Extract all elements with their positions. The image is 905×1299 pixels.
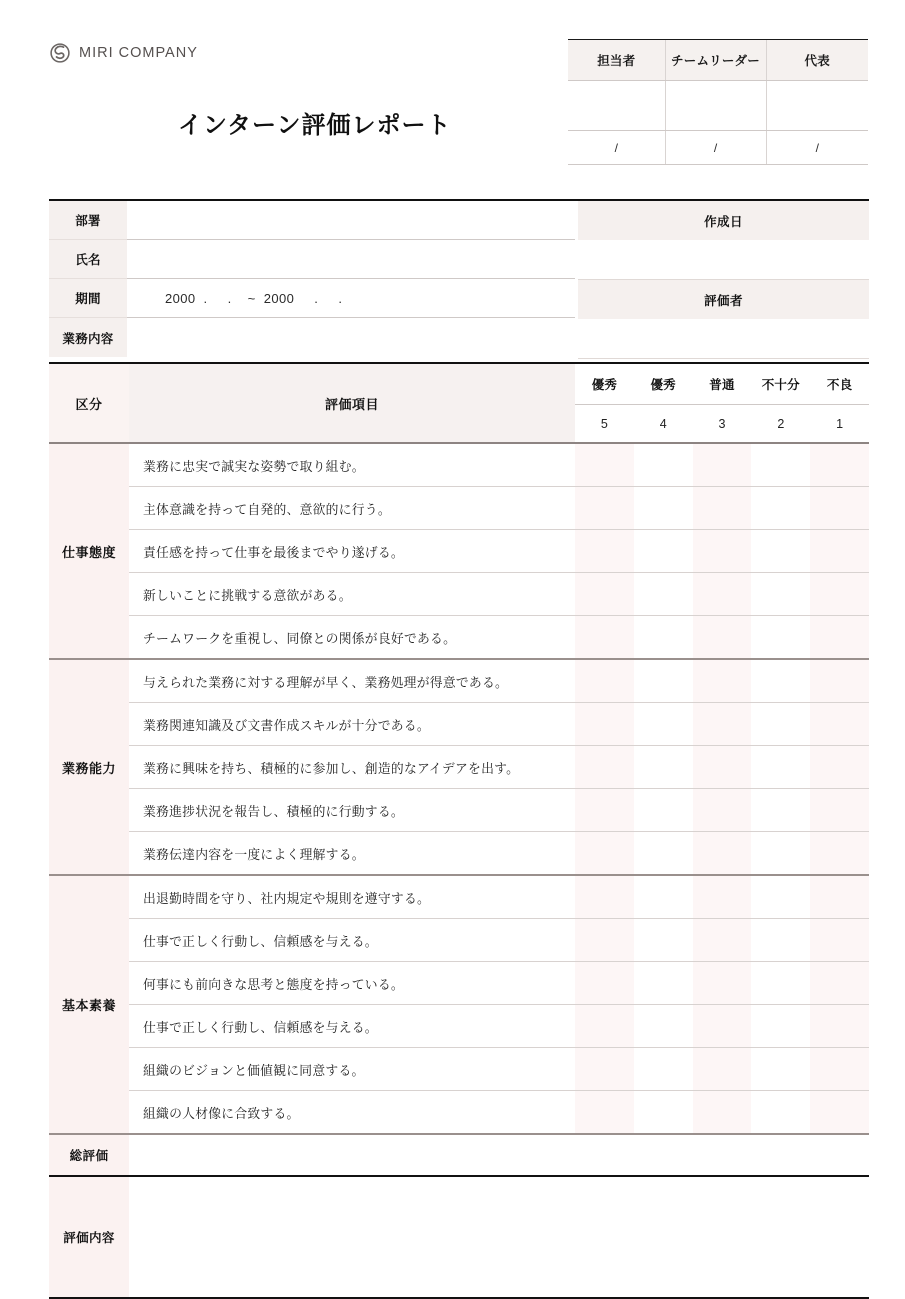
score-cell-5[interactable] [575,1091,634,1135]
label-created-date: 作成日 [578,201,869,240]
score-cell-1[interactable] [810,962,869,1005]
brand-name: MIRI COMPANY [79,45,198,61]
score-cell-3[interactable] [693,1091,752,1135]
score-cell-4[interactable] [634,746,693,789]
score-cell-3[interactable] [693,659,752,703]
score-cell-3[interactable] [693,487,752,530]
score-cell-5[interactable] [575,487,634,530]
score-cell-1[interactable] [810,659,869,703]
evaluation-item-text: 何事にも前向きな思考と態度を持っている。 [129,962,575,1005]
score-cell-4[interactable] [634,919,693,962]
evaluation-item-text: 組織の人材像に合致する。 [129,1091,575,1135]
score-cell-4[interactable] [634,1091,693,1135]
header-score-3: 3 [693,405,752,444]
score-cell-3[interactable] [693,875,752,919]
page-title: インターン評価レポート [178,112,452,139]
score-cell-4[interactable] [634,875,693,919]
evaluation-row [49,789,869,832]
evaluation-item-text: チームワークを重視し、同僚との関係が良好である。 [129,616,575,660]
score-cell-5[interactable] [575,962,634,1005]
input-overall-evaluation[interactable] [129,1135,869,1175]
category-label: 仕事態度 [49,443,129,659]
evaluation-content-row [49,1177,869,1299]
swirl-logo-icon [49,42,71,64]
score-cell-4[interactable] [634,573,693,616]
score-cell-5[interactable] [575,746,634,789]
score-cell-1[interactable] [810,875,869,919]
score-cell-5[interactable] [575,875,634,919]
score-cell-3[interactable] [693,703,752,746]
evaluation-row [49,1091,869,1135]
evaluation-row [49,703,869,746]
header-score-1: 1 [810,405,869,444]
score-cell-4[interactable] [634,962,693,1005]
evaluation-row [49,746,869,789]
evaluation-item-text: 与えられた業務に対する理解が早く、業務処理が得意である。 [129,659,575,703]
approval-signature-row [568,81,868,131]
evaluation-row [49,487,869,530]
info-right-column [578,201,869,357]
document-header [0,0,905,190]
overall-evaluation-row [49,1135,869,1177]
score-cell-2[interactable] [751,832,810,876]
input-evaluation-content[interactable] [129,1177,869,1297]
score-cell-2[interactable] [751,659,810,703]
evaluation-header-scale-row [49,364,869,405]
header-scale-excellent-5: 優秀 [575,364,634,405]
score-cell-2[interactable] [751,789,810,832]
approval-signature-rep[interactable] [766,81,868,131]
score-cell-2[interactable] [751,1005,810,1048]
header-scale-insufficient-2: 不十分 [751,364,810,405]
score-cell-3[interactable] [693,530,752,573]
evaluation-row [49,919,869,962]
approval-date-rep[interactable]: / [766,131,868,165]
score-cell-4[interactable] [634,1048,693,1091]
evaluation-row [49,962,869,1005]
evaluation-row [49,1005,869,1048]
evaluation-row [49,875,869,919]
summary-block [49,1135,869,1299]
score-cell-5[interactable] [575,703,634,746]
score-cell-5[interactable] [575,659,634,703]
evaluation-item-text: 業務進捗状況を報告し、積極的に行動する。 [129,789,575,832]
approval-signature-leader[interactable] [665,81,766,131]
score-cell-4[interactable] [634,530,693,573]
score-cell-1[interactable] [810,789,869,832]
field-row-duties [49,318,575,357]
label-name: 氏名 [49,240,127,279]
label-overall-evaluation: 総評価 [49,1135,129,1175]
score-cell-5[interactable] [575,832,634,876]
evaluation-row [49,659,869,703]
evaluation-item-text: 出退勤時間を守り、社内規定や規則を遵守する。 [129,875,575,919]
approval-col-rep: 代表 [766,40,868,81]
basic-information-block [49,199,869,357]
field-row-period [49,279,575,318]
header-score-5: 5 [575,405,634,444]
label-period: 期間 [49,279,127,318]
header-score-2: 2 [751,405,810,444]
score-cell-3[interactable] [693,832,752,876]
score-cell-1[interactable] [810,832,869,876]
score-cell-1[interactable] [810,746,869,789]
score-cell-1[interactable] [810,487,869,530]
score-cell-5[interactable] [575,530,634,573]
score-cell-3[interactable] [693,616,752,660]
score-cell-4[interactable] [634,832,693,876]
score-cell-2[interactable] [751,703,810,746]
score-cell-2[interactable] [751,616,810,660]
evaluation-item-text: 組織のビジョンと価値観に同意する。 [129,1048,575,1091]
score-cell-2[interactable] [751,530,810,573]
category-label: 業務能力 [49,659,129,875]
score-cell-3[interactable] [693,573,752,616]
score-cell-1[interactable] [810,1048,869,1091]
score-cell-5[interactable] [575,789,634,832]
input-evaluator[interactable] [578,319,869,359]
score-cell-4[interactable] [634,789,693,832]
score-cell-2[interactable] [751,919,810,962]
score-cell-5[interactable] [575,573,634,616]
score-cell-5[interactable] [575,616,634,660]
score-cell-1[interactable] [810,1091,869,1135]
score-cell-3[interactable] [693,962,752,1005]
input-period[interactable] [127,279,575,318]
score-cell-2[interactable] [751,443,810,487]
evaluation-item-text: 業務伝達内容を一度によく理解する。 [129,832,575,876]
input-department[interactable] [127,201,575,240]
input-name[interactable] [127,240,575,279]
score-cell-4[interactable] [634,616,693,660]
evaluation-row [49,573,869,616]
evaluation-row [49,443,869,487]
period-value-text: 2000 . . ~ 2000 . . [165,290,343,306]
approval-signature-staff[interactable] [568,81,665,131]
header-scale-average-3: 普通 [693,364,752,405]
approval-col-staff: 担当者 [568,40,665,81]
evaluation-item-text: 業務関連知識及び文書作成スキルが十分である。 [129,703,575,746]
approval-date-row [568,131,868,165]
score-cell-1[interactable] [810,530,869,573]
approval-header-row [568,40,868,81]
score-cell-5[interactable] [575,1048,634,1091]
approval-date-leader[interactable]: / [665,131,766,165]
header-score-4: 4 [634,405,693,444]
evaluation-row [49,530,869,573]
score-cell-2[interactable] [751,875,810,919]
evaluation-item-text: 仕事で正しく行動し、信頼感を与える。 [129,1005,575,1048]
evaluation-row [49,616,869,660]
label-evaluator: 評価者 [578,280,869,319]
label-department: 部署 [49,201,127,240]
score-cell-4[interactable] [634,487,693,530]
evaluation-item-text: 仕事で正しく行動し、信頼感を与える。 [129,919,575,962]
score-cell-2[interactable] [751,1091,810,1135]
input-duties[interactable] [127,318,575,357]
approval-signature-table [568,39,868,165]
evaluation-item-text: 主体意識を持って自発的、意欲的に行う。 [129,487,575,530]
score-cell-1[interactable] [810,616,869,660]
evaluation-item-text: 新しいことに挑戦する意欲がある。 [129,573,575,616]
score-cell-4[interactable] [634,1005,693,1048]
score-cell-1[interactable] [810,443,869,487]
score-cell-2[interactable] [751,746,810,789]
info-left-column [49,201,575,357]
field-row-name [49,240,575,279]
score-cell-3[interactable] [693,919,752,962]
header-scale-excellent-4: 優秀 [634,364,693,405]
score-cell-4[interactable] [634,443,693,487]
score-cell-3[interactable] [693,789,752,832]
score-cell-5[interactable] [575,443,634,487]
brand-lockup [49,42,198,64]
score-cell-2[interactable] [751,1048,810,1091]
score-cell-5[interactable] [575,919,634,962]
approval-date-staff[interactable]: / [568,131,665,165]
label-evaluation-content: 評価内容 [49,1177,129,1297]
score-cell-3[interactable] [693,746,752,789]
field-row-department [49,201,575,240]
score-cell-1[interactable] [810,573,869,616]
header-category: 区分 [49,364,129,443]
score-cell-3[interactable] [693,1005,752,1048]
evaluation-row [49,832,869,876]
score-cell-2[interactable] [751,487,810,530]
score-cell-1[interactable] [810,1005,869,1048]
evaluation-item-text: 責任感を持って仕事を最後までやり遂げる。 [129,530,575,573]
evaluation-table [49,362,869,1135]
approval-col-leader: チームリーダー [665,40,766,81]
label-duties: 業務内容 [49,318,127,357]
header-scale-poor-1: 不良 [810,364,869,405]
score-cell-2[interactable] [751,962,810,1005]
score-cell-5[interactable] [575,1005,634,1048]
score-cell-4[interactable] [634,703,693,746]
score-cell-1[interactable] [810,703,869,746]
evaluation-item-text: 業務に興味を持ち、積極的に参加し、創造的なアイデアを出す。 [129,746,575,789]
score-cell-4[interactable] [634,659,693,703]
score-cell-3[interactable] [693,1048,752,1091]
score-cell-1[interactable] [810,919,869,962]
evaluation-row [49,1048,869,1091]
header-item: 評価項目 [129,364,575,443]
score-cell-3[interactable] [693,443,752,487]
evaluation-item-text: 業務に忠実で誠実な姿勢で取り組む。 [129,443,575,487]
category-label: 基本素養 [49,875,129,1134]
input-created-date[interactable] [578,240,869,280]
score-cell-2[interactable] [751,573,810,616]
